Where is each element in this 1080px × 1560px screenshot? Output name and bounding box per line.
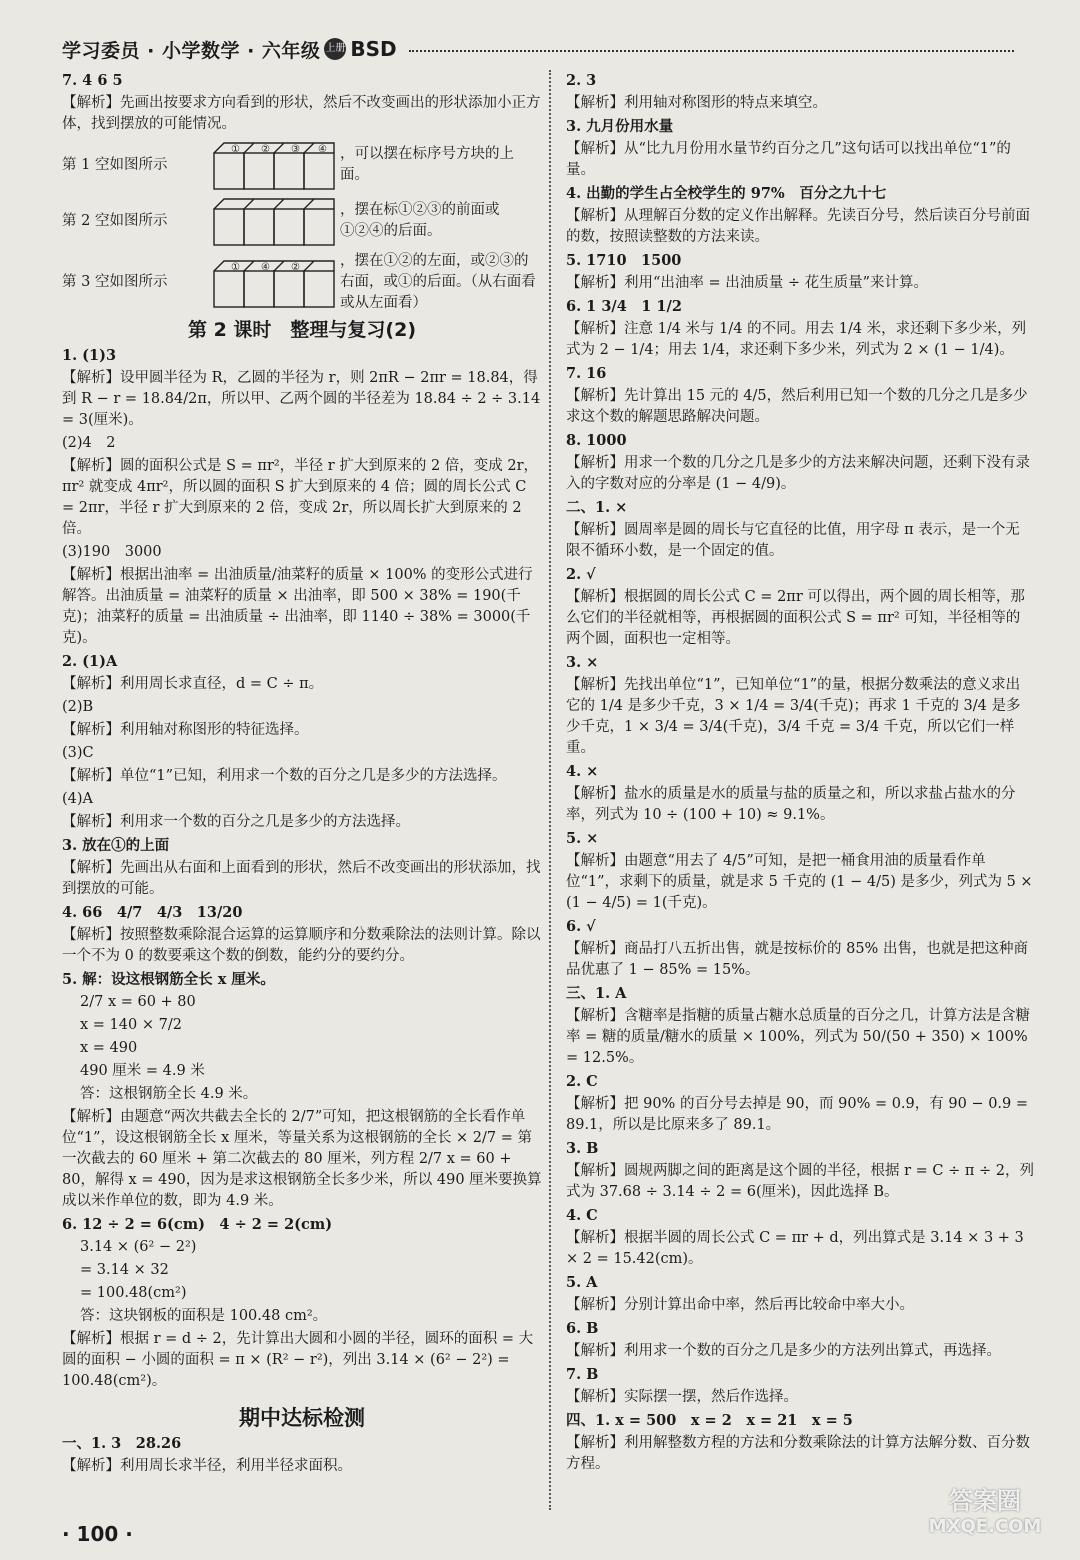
- left-item: 【解析】单位“1”已知，利用求一个数的百分之几是多少的方法选择。: [62, 768, 507, 784]
- right-item: 【解析】实际摆一摆，然后作选择。: [566, 1389, 798, 1405]
- left-item: 【解析】利用周长求直径，d = C ÷ π。: [62, 676, 324, 692]
- right-item: 【解析】圆规两脚之间的距离是这个圆的半径，根据 r = C ÷ π ÷ 2，列式为 37.68 ÷ 3.14 ÷ 2 = 6(厘米)，因此选择 B。: [566, 1163, 1034, 1200]
- cube-figure-3: [212, 257, 336, 309]
- right-item: 【解析】先找出单位“1”，已知单位“1”的量，根据分数乘法的意义求出它的 1/4 是多少千克，3 × 1/4 = 3/4(千克)；再求 1 千克的 3/4 是多少千克，1 × 3/4 = 3/4(千克)，3/4 千克 = 3/4 千克，所以它们一样重。: [566, 677, 1021, 756]
- left-item: 答：这根钢筋全长 4.9 米。: [80, 1086, 258, 1102]
- left-item: 5. 解：设这根钢筋全长 x 厘米。: [62, 971, 275, 988]
- left-item: 【解析】利用轴对称图形的特征选择。: [62, 722, 309, 738]
- left-item: (3)C: [62, 745, 94, 761]
- q7-analysis: 【解析】先画出按要求方向看到的形状，然后不改变画出的形状添加小正方体，找到摆放的可能情况。: [62, 95, 541, 132]
- left-item: 【解析】由题意“两次共截去全长的 2/7”可知，把这根钢筋的全长看作单位“1”，设这根钢筋全长 x 厘米，等量关系为这根钢筋的全长 × 2/7 = 第一次截去的 60 厘米 + 第二次截去的 80 厘米，列方程 2/7 x = 60 + 80，解得 x = 490，因为是求这根钢筋全长多少米，所以 490 厘米要换算成以米作单位的数，即为 4.9 米。: [62, 1109, 542, 1209]
- right-item: 【解析】利用“出油率 = 出油质量 ÷ 花生质量”来计算。: [566, 275, 929, 291]
- right-item: 【解析】利用轴对称图形的特点来填空。: [566, 95, 827, 111]
- right-item: 2. C: [566, 1073, 598, 1090]
- right-item: 6. B: [566, 1320, 599, 1337]
- svg-text:③: ③: [291, 144, 300, 155]
- test-item: 一、1. 3 28.26: [62, 1435, 182, 1452]
- right-item: 【解析】含糖率是指糖的质量占糖水总质量的百分之几，计算方法是含糖率 = 糖的质量/糖水的质量 × 100%，列式为 50/(50 + 350) × 100% = 12.5%。: [566, 1008, 1030, 1066]
- left-item: (2)4 2: [62, 435, 116, 451]
- lesson-title: 第 2 课时 整理与复习(2): [187, 319, 417, 341]
- right-item: 4. 出勤的学生占全校学生的 97% 百分之九十七: [566, 185, 887, 202]
- right-item: 【解析】分别计算出命中率，然后再比较命中率大小。: [566, 1297, 914, 1313]
- svg-text:①: ①: [231, 261, 240, 273]
- left-column: [62, 70, 542, 1510]
- left-item: 3.14 × (6² − 2²): [80, 1239, 197, 1255]
- right-item: 5. ×: [566, 830, 599, 847]
- right-item: 2. √: [566, 566, 596, 583]
- left-item: (3)190 3000: [62, 544, 162, 560]
- left-item: 【解析】设甲圆半径为 R，乙圆的半径为 r，则 2πR − 2πr = 18.84，得到 R − r = 18.84/2π，所以甲、乙两个圆的半径差为 18.84 ÷ 2 ÷ 3.14 = 3(厘米)。: [62, 370, 541, 428]
- left-item: 【解析】圆的面积公式是 S = πr²，半径 r 扩大到原来的 2 倍，变成 2r，πr² 就变成 4πr²，所以圆的面积 S 扩大到原来的 4 倍；圆的周长公式 C = 2πr，半径 r 扩大到原来的 2 倍，变成 2r，所以周长扩大到原来的 2 倍。: [62, 458, 539, 537]
- q7-answer: 7. 4 6 5: [62, 72, 123, 89]
- right-item: 三、1. A: [566, 985, 627, 1002]
- right-item: 4. C: [566, 1207, 598, 1224]
- page-number: · 100 ·: [62, 1522, 133, 1546]
- volume-badge: 上册: [324, 38, 346, 60]
- left-item: 2. (1)A: [62, 653, 118, 670]
- right-item: 2. 3: [566, 72, 597, 89]
- cube-figure-1: [212, 139, 336, 191]
- svg-text:④: ④: [318, 144, 327, 155]
- left-item: 【解析】先画出从右面和上面看到的形状，然后不改变画出的形状添加，找到摆放的可能。: [62, 860, 541, 897]
- right-item: 【解析】把 90% 的百分号去掉是 90，而 90% = 0.9，有 90 − 0.9 = 89.1，所以是比原来多了 89.1。: [566, 1096, 1029, 1133]
- right-item: 7. 16: [566, 365, 607, 382]
- right-item: 【解析】先计算出 15 元的 4/5，然后利用已知一个数的几分之几是多少求这个数的解题思路解决问题。: [566, 388, 1028, 425]
- watermark-line-1: 答案圈: [949, 1487, 1021, 1515]
- left-item: 4. 66 4/7 4/3 13/20: [62, 904, 243, 921]
- header-dotted-rule: [409, 40, 1014, 52]
- left-item: x = 140 × 7/2: [80, 1017, 182, 1033]
- right-item: 【解析】盐水的质量是水的质量与盐的质量之和，所以求盐占盐水的分率，列式为 10 ÷ (100 + 10) ≈ 9.1%。: [566, 786, 1016, 823]
- left-item: = 3.14 × 32: [80, 1262, 169, 1278]
- cube-row-2: [62, 195, 542, 247]
- svg-text:②: ②: [261, 144, 270, 155]
- cube-row-2-text: ，摆在标①②③的前面或①②④的后面。: [340, 202, 500, 239]
- right-item: 【解析】注意 1/4 米与 1/4 的不同。用去 1/4 米，求还剩下多少米，列式为 2 − 1/4；用去 1/4，求还剩下多少米，列式为 2 × (1 − 1/4)。: [566, 321, 1027, 358]
- right-item: 四、1. x = 500 x = 2 x = 21 x = 5: [566, 1412, 853, 1429]
- cube-row-1: [62, 139, 542, 191]
- right-item: 6. √: [566, 918, 596, 935]
- right-item: 【解析】利用解整数方程的方法和分数乘除法的计算方法解分数、百分数方程。: [566, 1435, 1030, 1472]
- watermark-logo: [905, 1486, 1065, 1548]
- page-header: [62, 34, 1022, 64]
- right-item: 【解析】用求一个数的几分之几是多少的方法来解决问题，还剩下没有录入的字数对应的分率是 (1 − 4/9)。: [566, 455, 1030, 492]
- left-item: 【解析】根据 r = d ÷ 2，先计算出大圆和小圆的半径，圆环的面积 = 大圆的面积 − 小圆的面积 = π × (R² − r²)，列出 3.14 × (6² − 2²) = 100.48(cm²)。: [62, 1331, 534, 1389]
- svg-text:①: ①: [231, 144, 240, 155]
- left-item: 1. (1)3: [62, 347, 117, 364]
- left-item: (4)A: [62, 791, 94, 807]
- right-item: 6. 1 3/4 1 1/2: [566, 298, 682, 315]
- watermark-line-2: MXQE.COM: [928, 1516, 1042, 1537]
- right-item: 【解析】根据半圆的周长公式 C = πr + d，列出算式是 3.14 × 3 + 3 × 2 = 15.42(cm)。: [566, 1230, 1024, 1267]
- right-column: [566, 70, 1034, 1510]
- left-item: 6. 12 ÷ 2 = 6(cm) 4 ÷ 2 = 2(cm): [62, 1216, 333, 1233]
- left-item: 【解析】利用求一个数的百分之几是多少的方法选择。: [62, 814, 410, 830]
- right-item: 4. ×: [566, 763, 599, 780]
- right-item: 5. A: [566, 1274, 598, 1291]
- right-item: 【解析】圆周率是圆的周长与它直径的比值，用字母 π 表示，是一个无限不循环小数，是一个固定的值。: [566, 522, 1020, 559]
- cube-row-3: [62, 251, 542, 314]
- right-item: 3. 九月份用水量: [566, 118, 674, 135]
- right-item: 3. ×: [566, 654, 599, 671]
- right-item: 【解析】从“比九月份用水量节约百分之几”这句话可以找出单位“1”的量。: [566, 141, 1011, 178]
- cube-figure-2: [212, 195, 336, 247]
- svg-text:④: ④: [261, 261, 270, 273]
- right-item: 5. 1710 1500: [566, 252, 682, 269]
- right-item: 8. 1000: [566, 432, 627, 449]
- cube-row-2-label: 第 2 空如图所示: [62, 212, 168, 229]
- right-item: 【解析】利用求一个数的百分之几是多少的方法列出算式，再选择。: [566, 1343, 1001, 1359]
- right-item: 3. B: [566, 1140, 599, 1157]
- svg-text:②: ②: [291, 261, 300, 273]
- right-item: 【解析】商品打八五折出售，就是按标价的 85% 出售，也就是把这种商品优惠了 1 − 85% = 15%。: [566, 941, 1028, 978]
- left-item: 【解析】按照整数乘除混合运算的运算顺序和分数乘除法的法则计算。除以一个不为 0 的数要乘这个数的倒数，能约分的要约分。: [62, 927, 541, 964]
- cube-row-3-text: ，摆在①②的左面，或②③的右面，或①的后面。（从右面看或从左面看）: [340, 253, 536, 311]
- test-item: 【解析】利用周长求半径，利用半径求面积。: [62, 1458, 352, 1474]
- left-item: 2/7 x = 60 + 80: [80, 994, 196, 1010]
- edition-label: BSD: [350, 37, 397, 61]
- left-item: x = 490: [80, 1040, 138, 1056]
- left-item: = 100.48(cm²): [80, 1285, 187, 1301]
- cube-row-1-text: ，可以摆在标序号方块的上面。: [340, 146, 514, 183]
- right-item: 【解析】由题意“用去了 4/5”可知，是把一桶食用油的质量看作单位“1”，求剩下的质量，就是求 5 千克的 (1 − 4/5) 是多少，列式为 5 × (1 − 4/5) = 1(千克)。: [566, 853, 1033, 911]
- right-item: 二、1. ×: [566, 499, 628, 516]
- cube-row-1-label: 第 1 空如图所示: [62, 156, 168, 173]
- right-item: 【解析】根据圆的周长公式 C = 2πr 可以得出，两个圆的周长相等，那么它们的半径就相等，再根据圆的面积公式 S = πr² 可知，半径相等的两个圆，面积也一定相等。: [566, 589, 1025, 647]
- left-item: 490 厘米 = 4.9 米: [80, 1063, 205, 1079]
- left-item: 答：这块钢板的面积是 100.48 cm²。: [80, 1308, 328, 1324]
- left-item: 【解析】根据出油率 = 出油质量/油菜籽的质量 × 100% 的变形公式进行解答。出油质量 = 油菜籽的质量 × 出油率，即 500 × 38% = 190(千克)；油菜籽的质量 = 出油质量 ÷ 出油率，即 1140 ÷ 38% = 3000(千克)。: [62, 567, 533, 646]
- cube-row-3-label: 第 3 空如图所示: [62, 274, 168, 290]
- right-item: 【解析】从理解百分数的定义作出解释。先读百分号，然后读百分号前面的数，按照读整数的方法来读。: [566, 208, 1030, 245]
- book-title: 学习委员 · 小学数学 · 六年级: [62, 39, 321, 62]
- column-divider: [549, 70, 551, 1510]
- test-title: 期中达标检测: [239, 1406, 365, 1430]
- right-item: 7. B: [566, 1366, 599, 1383]
- left-item: 3. 放在①的上面: [62, 837, 170, 854]
- left-item: (2)B: [62, 699, 94, 715]
